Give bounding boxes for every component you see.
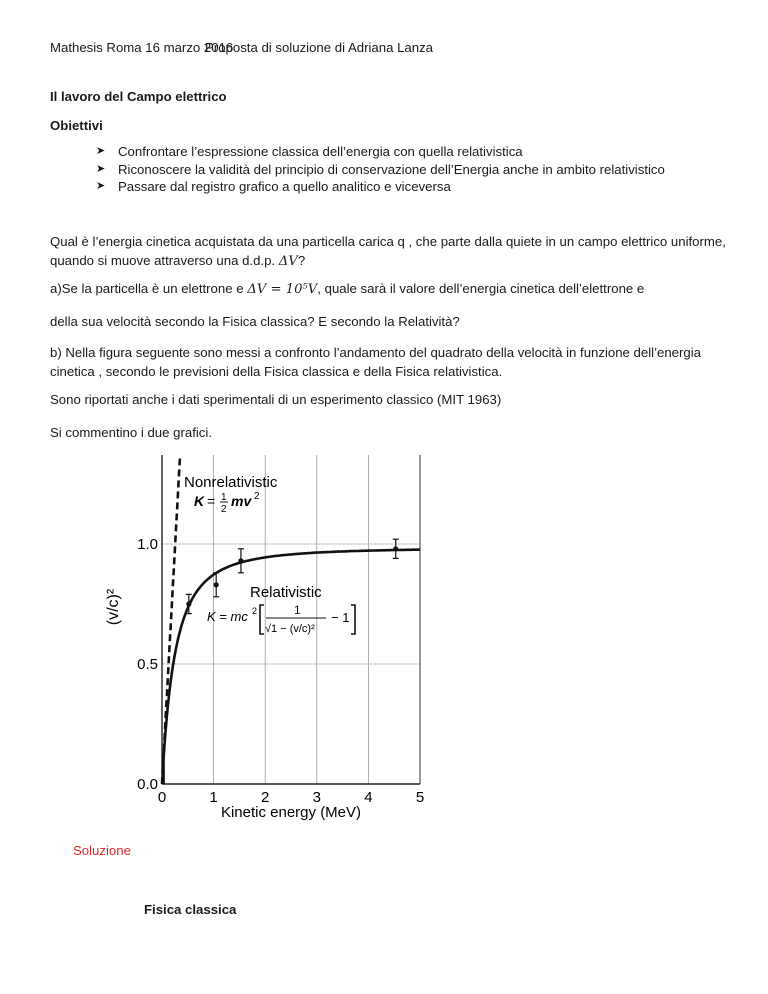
- data-point: [393, 539, 399, 558]
- formula-k: K = mc: [207, 609, 248, 624]
- formula-num: 1: [221, 492, 227, 503]
- x-axis-label: Kinetic energy (MeV): [220, 804, 362, 821]
- ylabel-text: (v/c)²: [105, 588, 122, 626]
- data-marker: [186, 601, 191, 606]
- comment-instruction: Si commentino i due grafici.: [50, 425, 212, 440]
- solution-heading: Soluzione: [73, 843, 131, 858]
- bracket-left: [260, 605, 264, 634]
- formula-exp: 2: [254, 491, 260, 502]
- labels: [105, 474, 424, 821]
- annotation-relativistic: Relativistic: [250, 584, 322, 601]
- question-mark: ?: [297, 253, 306, 268]
- formula-den: √1 − (v/c)²: [265, 623, 315, 635]
- data-point: [238, 549, 244, 573]
- part-a-math: ΔV = 10⁵V: [247, 282, 318, 297]
- header-right: Proposta di soluzione di Adriana Lanza: [205, 40, 434, 55]
- formula-den: 2: [221, 504, 227, 515]
- formula-mv: mv: [231, 493, 252, 509]
- x-tick-label: 3: [312, 789, 321, 806]
- data-marker: [214, 582, 219, 587]
- data-point: [213, 573, 219, 597]
- x-tick-label: 5: [415, 789, 425, 806]
- solution-subheading: Fisica classica: [144, 902, 237, 917]
- formula-relativistic: [207, 603, 355, 635]
- arrow-bullet-icon: ➤: [96, 162, 106, 175]
- formula-eq: =: [207, 493, 216, 509]
- x-tick-label: 2: [261, 789, 270, 806]
- question-text: Qual è l’energia cinetica acquistata da una particella carica q , che parte dalla quiete in un campo elettrico uniforme, quando si muove attraverso una d.d.p.: [50, 234, 726, 268]
- x-tick-label: 0: [157, 789, 167, 806]
- header-left: Mathesis Roma 16 marzo 2016: [50, 40, 234, 55]
- arrow-bullet-icon: ➤: [96, 145, 106, 157]
- x-tick-label: 4: [364, 789, 373, 806]
- formula-nonrelativistic: [194, 491, 260, 515]
- objective-text: Riconoscere la validità del principio di conservazione dell’Energia anche in ambito relativistico: [118, 161, 665, 177]
- objective-text: Confrontare l’espressione classica dell’energia con quella relativistica: [118, 144, 523, 159]
- y-axis-label: [105, 588, 122, 625]
- formula-minus-one: − 1: [331, 610, 350, 625]
- y-tick-label: 0.5: [137, 656, 158, 673]
- part-a-line2: della sua velocità secondo la Fisica classica? E secondo la Relatività?: [50, 314, 460, 329]
- part-a-text-end: , quale sarà il valore dell’energia cinetica dell’elettrone e: [317, 281, 645, 296]
- formula-num: 1: [294, 603, 301, 617]
- data-marker: [393, 546, 398, 551]
- objective-text: Passare dal registro grafico a quello analitico e viceversa: [118, 179, 451, 194]
- formula-exp: 2: [252, 606, 258, 616]
- y-tick-label: 0.0: [137, 776, 158, 793]
- formula-k: K: [194, 493, 205, 509]
- delta-v-symbol: ΔV: [278, 254, 298, 269]
- part-a-text: a)Se la particella è un elettrone e: [50, 281, 248, 296]
- bracket-right: [351, 605, 355, 634]
- arrow-bullet-icon: ➤: [96, 180, 106, 192]
- y-tick-label: 1.0: [137, 536, 158, 553]
- page-title: Il lavoro del Campo elettrico: [50, 89, 227, 104]
- x-tick-label: 1: [209, 789, 218, 806]
- data-marker: [238, 558, 243, 563]
- part-b-paragraph: b) Nella figura seguente sono messi a confronto l’andamento del quadrato della velocità in funzione dell’energia cinetica , secondo le previsioni della Fisica classica e della Fisica relativistica.: [50, 345, 701, 379]
- objectives-heading: Obiettivi: [50, 118, 103, 133]
- annotation-nonrelativistic: Nonrelativistic: [184, 474, 278, 491]
- data-note: Sono riportati anche i dati sperimentali di un esperimento classico (MIT 1963): [50, 392, 502, 407]
